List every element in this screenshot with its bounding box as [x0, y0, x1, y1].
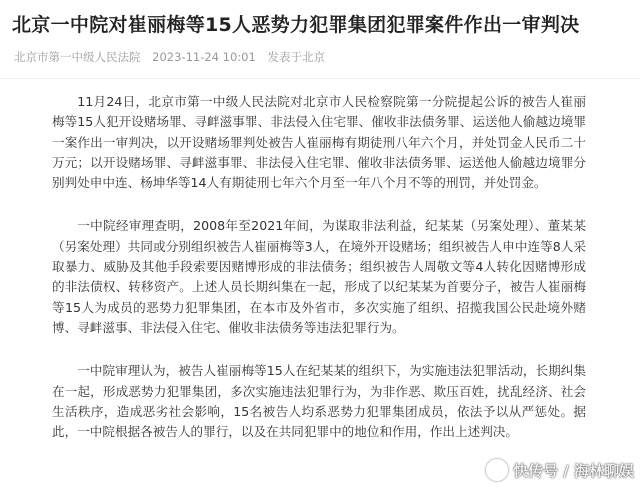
article-meta: [14, 49, 333, 65]
watermark: [486, 459, 634, 481]
article-body: [52, 92, 586, 465]
article-location: 发表于北京: [267, 50, 325, 64]
play-circle-icon: [486, 459, 508, 481]
article-paragraph: 11月24日，北京市第一中级人民法院对北京市人民检察院第一分院提起公诉的被告人崔丽梅等15人犯开设赌场罪、寻衅滋事罪、非法侵入住宅罪、催收非法债务罪、运送他人偷越边境罪一案作出一审判决，以开设赌场罪判处被告人崔丽梅有期徒刑八年六个月，并处罚金人民币二十万元；以开设赌场罪、寻衅滋事罪、非法侵入住宅罪、催收非法债务罪、运送他人偷越边境罪分别判处申中连、杨坤华等14人有期徒刑七年六个月至一年八个月不等的刑罚，并处罚金。: [52, 94, 586, 191]
header-divider: [0, 78, 640, 79]
article-paragraph: 一中院审理认为，被告人崔丽梅等15人在纪某某的组织下，为实施违法犯罪活动，长期纠集在一起，形成恶势力犯罪集团，多次实施违法犯罪行为，为非作恶、欺压百姓，扰乱经济、社会生活秩序，造成恶劣社会影响，15名被告人均系恶势力犯罪集团成员，依法予以从严惩处。据此，一中院根据各被告人的罪行，以及在共同犯罪中的地位和作用，作出上述判决。: [52, 363, 586, 440]
article-title: 北京一中院对崔丽梅等15人恶势力犯罪集团犯罪案件作出一审判决: [12, 14, 580, 36]
article-datetime: 2023-11-24 10:01: [152, 50, 256, 64]
article-paragraph: 一中院经审理查明，2008年至2021年间，为谋取非法利益，纪某某（另案处理）、董某某（另案处理）共同或分别组织被告人崔丽梅等3人，在境外开设赌场；组织被告人申中连等8人采取暴力、威胁及其他手段索要因赌博形成的非法债务；组织被告人周敬文等4人转化因赌博形成的非法债权、转移资产。上述人员长期纠集在一起，形成了以纪某某为首要分子，被告人崔丽梅等15人为成员的恶势力犯罪集团，在本市及外省市，多次实施了组织、招揽我国公民赴境外赌博、寻衅滋事、非法侵入住宅、催收非法债务等违法犯罪行为。: [52, 218, 586, 335]
watermark-text: 快传号 / 海林聊娱: [513, 461, 634, 480]
article-source[interactable]: 北京市第一中级人民法院: [14, 50, 141, 64]
